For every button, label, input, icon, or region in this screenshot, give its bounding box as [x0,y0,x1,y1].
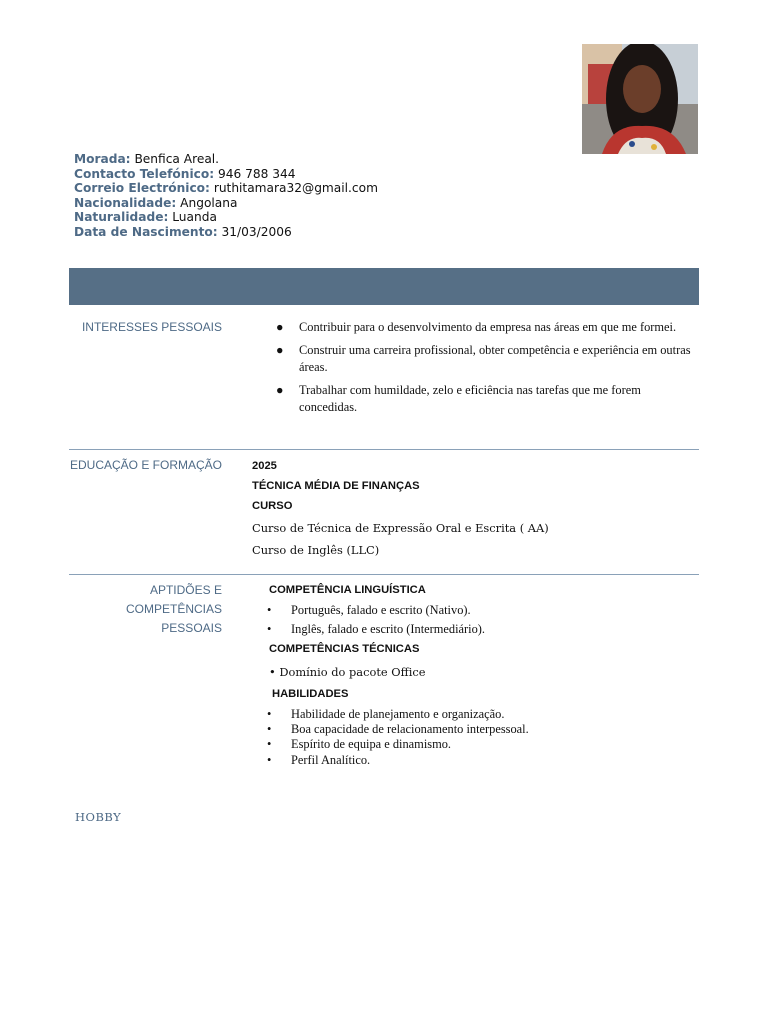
birthplace-label: Naturalidade: [74,210,169,225]
address-label: Morada: [74,152,131,166]
profile-photo [582,44,698,154]
list-item: ● Construir uma carreira profissional, obter competência e experiência em outras áreas. [276,343,691,374]
hobby-section-label: HOBBY [75,810,122,824]
education-course-item: Curso de Técnica de Expressão Oral e Escrita ( AA) [252,521,549,535]
education-course-item: Curso de Inglês (LLC) [252,543,380,557]
abilities-heading: HABILIDADES [272,688,349,700]
nationality-label: Nacionalidade: [74,195,177,210]
technical-item: • Domínio do pacote Office [269,665,426,679]
abilities-list [267,707,697,768]
birthdate-label: Data de Nascimento: [74,224,218,239]
list-item: • Habilidade de planejamento e organização. [267,707,505,721]
skills-label-line2: COMPETÊNCIAS PESSOAIS [125,602,222,635]
education-section-label: EDUCAÇÃO E FORMAÇÃO [70,458,223,472]
section-banner [69,268,699,305]
phone-value: 946 788 344 [218,166,296,181]
nationality-row [74,196,378,211]
education-curso-heading: CURSO [252,500,293,512]
skills-label-line1: APTIDÕES E [149,583,222,597]
email-row [74,181,378,196]
list-item: • Boa capacidade de relacionamento interpessoal. [267,722,529,737]
email-label: Correio Electrónico: [74,181,210,196]
list-item: • Espírito de equipa e dinamismo. [267,737,452,752]
list-item: ● Contribuir para o desenvolvimento da empresa nas áreas em que me formei. [276,320,677,334]
education-year: 2025 [252,460,277,472]
linguistic-heading: COMPETÊNCIA LINGUÍSTICA [269,584,426,596]
birthdate-row [74,225,378,240]
phone-label: Contacto Telefónico: [74,166,215,181]
skills-section-label [70,581,222,638]
list-item: • Português, falado e escrito (Nativo). [267,603,471,617]
education-content [252,459,549,558]
personal-info [74,152,378,240]
list-item: • Inglês, falado e escrito (Intermediário). [267,622,486,637]
phone-row [74,167,378,182]
list-item: • Perfil Analítico. [267,752,371,767]
address-value: Benfica Areal. [134,152,220,166]
nationality-value: Angolana [180,195,238,210]
section-divider [69,574,699,575]
birthdate-value: 31/03/2006 [221,224,292,239]
interests-section-label: INTERESSES PESSOAIS [81,320,222,334]
languages-list [267,603,697,637]
email-value: ruthitamara32@gmail.com [213,181,378,196]
address-row [74,152,378,167]
birthplace-row [74,210,378,225]
birthplace-value: Luanda [172,210,217,225]
interests-list [276,319,696,422]
technical-heading: COMPETÊNCIAS TÉCNICAS [269,643,420,655]
education-course-title: TÉCNICA MÉDIA DE FINANÇAS [252,480,420,492]
section-divider [69,449,699,450]
list-item: ● Trabalhar com humildade, zelo e eficiência nas tarefas que me forem concedidas. [276,383,641,414]
